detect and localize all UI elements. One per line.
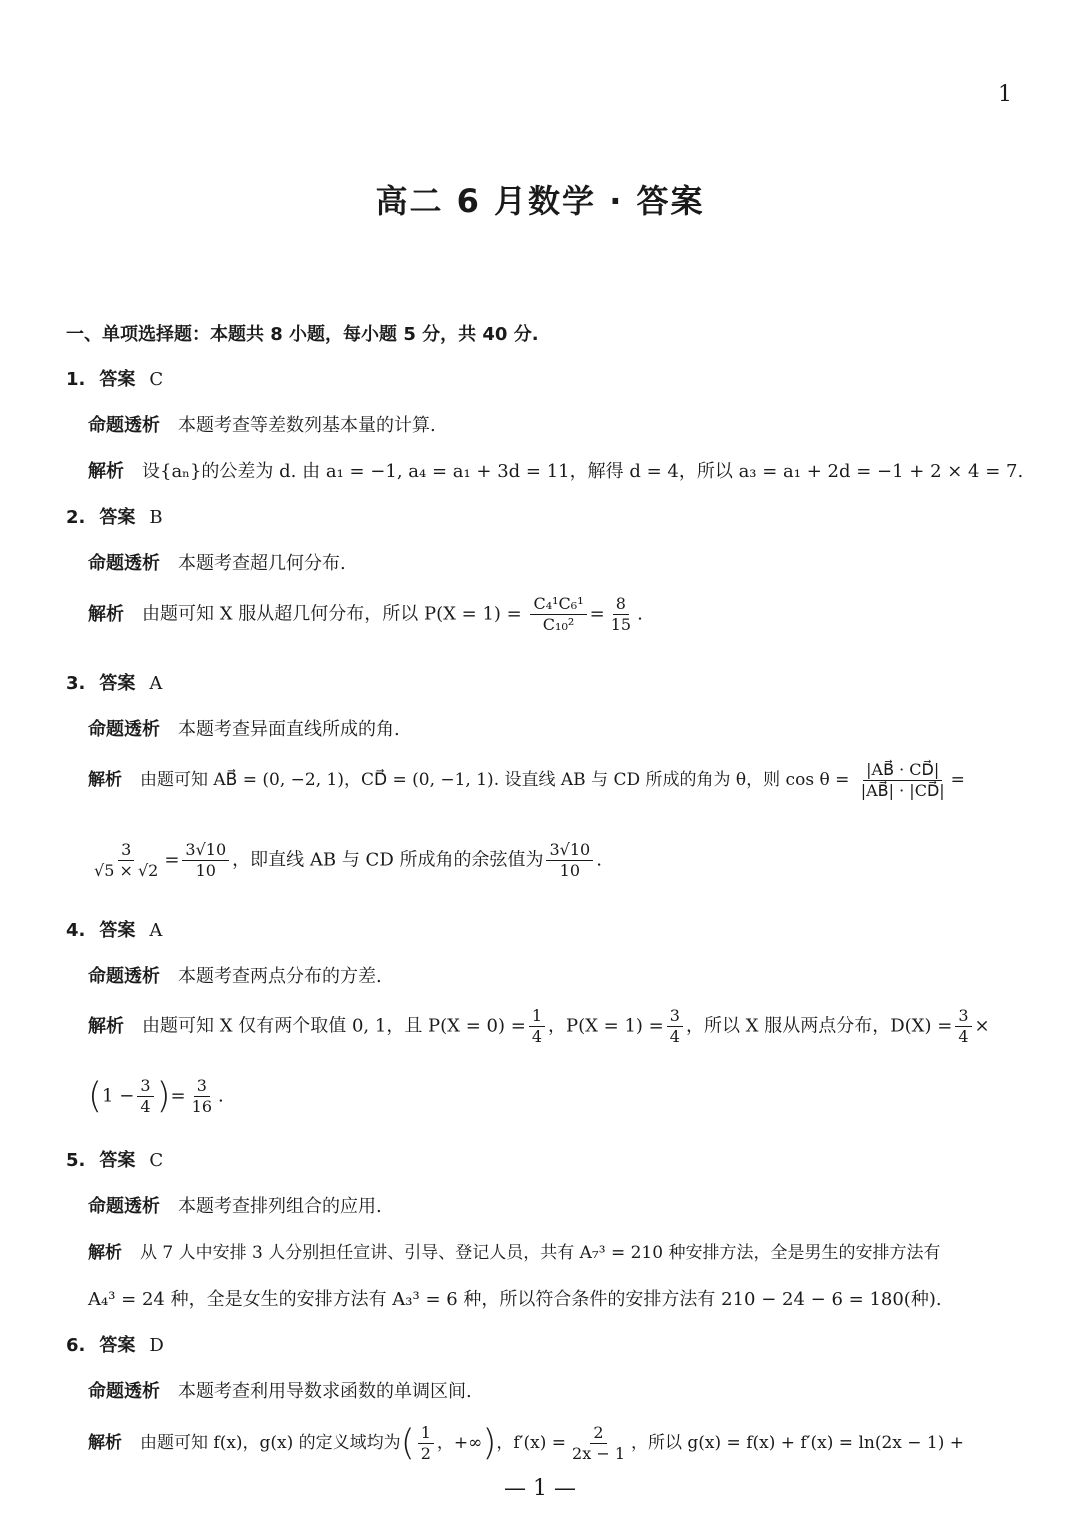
fraction-numerator: 1 [418,1423,434,1444]
q5-answer-line [66,1146,163,1172]
q4-intent: 本题考查两点分布的方差. [178,966,382,987]
equals-sign: = [950,770,965,790]
fraction-denominator: 2x − 1 [572,1444,625,1463]
fraction-numerator: 3√10 [546,840,593,861]
fraction-denominator: √5 × √2 [94,861,159,880]
q5-answer: C [149,1150,164,1171]
analysis-label: 解析 [88,461,124,482]
q3-analysis-continuation [88,840,602,881]
q3-analysis-line [88,760,965,801]
period: . [218,1085,224,1107]
q6-fraction-derivative [569,1423,628,1464]
q3-fraction-cos [858,760,948,801]
q3-fraction-simplified [182,840,229,881]
close-paren: ) [156,1075,171,1117]
q4-analysis-mid2: ，所以 X 服从两点分布，D(X) = [685,1015,953,1037]
fraction-denominator: |AB⃗| · |CD⃗| [860,781,945,800]
one-minus: 1 − [102,1085,135,1107]
fraction-denominator: 4 [531,1027,542,1046]
fraction-denominator: 15 [610,615,632,634]
period: . [596,849,602,871]
q4-intent-line [88,962,382,988]
q3-intent-line [88,715,400,741]
q6-fraction-half [418,1423,434,1464]
q2-intent-line [88,549,346,575]
q5-intent: 本题考查排列组合的应用. [178,1196,382,1217]
answer-label: 答案 [99,673,136,694]
q3-answer-line [66,669,162,695]
q2-answer: B [149,507,163,528]
q4-fraction-q [137,1076,153,1117]
q5-analysis-text-b: A₄³ = 24 种，全是女生的安排方法有 A₃³ = 6 种，所以符合条件的安排方法有 210 − 24 − 6 = 180(种). [88,1289,942,1310]
q3-answer: A [149,673,163,694]
equals-sign: = [589,603,605,625]
q5-analysis-continuation [88,1285,942,1311]
q3-number: 3. [66,673,86,694]
answer-label: 答案 [99,369,136,390]
q4-answer: A [149,920,163,941]
q2-fraction-combination [530,594,586,635]
intent-label: 命题透析 [88,966,160,987]
q6-analysis-text-b: ，所以 g(x) = f(x) + f′(x) = ln(2x − 1) + [631,1433,965,1453]
q4-analysis-line [88,1006,990,1047]
q1-analysis: 设{aₙ}的公差为 d. 由 a₁ = −1, a₄ = a₁ + 3d = 11，解得 d = 4，所以 a₃ = a₁ + 2d = −1 + 2 × 4 = 7. [142,461,1024,482]
fraction-numerator: 3 [137,1076,153,1097]
intent-label: 命题透析 [88,1196,160,1217]
fraction-numerator: 3 [194,1076,210,1097]
q6-analysis-line [88,1423,964,1464]
q6-intent-line [88,1377,472,1403]
q5-number: 5. [66,1150,86,1171]
fraction-numerator: 3 [667,1006,683,1027]
fraction-denominator: 10 [559,861,581,880]
fraction-numerator: C₄¹C₆¹ [530,594,586,615]
q1-intent: 本题考查等差数列基本量的计算. [178,415,436,436]
fraction-denominator: 4 [140,1097,151,1116]
q3-intent: 本题考查异面直线所成的角. [178,719,400,740]
q6-derivative-label: ，f′(x) = [496,1433,567,1453]
fraction-numerator: 3 [955,1006,971,1027]
q4-number: 4. [66,920,86,941]
answer-label: 答案 [99,920,136,941]
q2-analysis-line [88,594,643,635]
q1-intent-line [88,411,436,437]
q1-answer-line [66,365,163,391]
intent-label: 命题透析 [88,719,160,740]
fraction-denominator: 4 [669,1027,680,1046]
analysis-label: 解析 [88,603,124,625]
open-paren: ( [400,1422,415,1464]
q6-answer-line [66,1331,164,1357]
q2-number: 2. [66,507,86,528]
analysis-label: 解析 [88,1243,122,1263]
q4-analysis-continuation [88,1076,224,1117]
fraction-denominator: 2 [420,1444,431,1463]
q4-fraction-p [955,1006,971,1047]
q5-intent-line [88,1192,382,1218]
q4-analysis-mid1: ，P(X = 1) = [548,1015,664,1037]
q5-analysis-line [88,1238,940,1263]
q2-fraction-result [608,594,634,635]
answer-label: 答案 [99,1335,136,1356]
intent-label: 命题透析 [88,1381,160,1402]
q3-analysis-text: 由题可知 AB⃗ = (0, −2, 1)，CD⃗ = (0, −1, 1). 设直线 AB 与 CD 所成的角为 θ，则 cos θ = [140,770,850,790]
q6-intent: 本题考查利用导数求函数的单调区间. [178,1381,472,1402]
intent-label: 命题透析 [88,553,160,574]
analysis-label: 解析 [88,1015,124,1037]
q4-fraction-p1 [667,1006,683,1047]
times-sign: × [974,1015,990,1037]
fraction-numerator: 8 [613,594,629,615]
q4-analysis-text: 由题可知 X 仅有两个取值 0, 1，且 P(X = 0) = [142,1015,526,1037]
q5-analysis-text: 从 7 人中安排 3 人分别担任宣讲、引导、登记人员，共有 A₇³ = 210 种安排方法，全是男生的安排方法有 [140,1243,941,1263]
q4-fraction-result [189,1076,215,1117]
equals-sign: = [170,1085,186,1107]
fraction-numerator: 3 [118,840,134,861]
page-title: 高二 6 月数学 · 答案 [375,182,705,220]
q3-analysis-text-b: ，即直线 AB 与 CD 所成角的余弦值为 [232,849,544,871]
fraction-numerator: |AB⃗ · CD⃗| [863,760,942,781]
fraction-denominator: 16 [191,1097,212,1116]
fraction-denominator: C₁₀² [542,615,575,634]
q6-infinity: ，+∞ [436,1433,483,1453]
q2-analysis-text: 由题可知 X 服从超几何分布，所以 P(X = 1) = [142,603,522,625]
q1-answer: C [149,369,164,390]
period: . [637,603,643,625]
fraction-numerator: 1 [529,1006,545,1027]
answer-label: 答案 [99,1150,136,1171]
q4-fraction-p0 [529,1006,545,1047]
q2-answer-line [66,503,163,529]
q2-intent: 本题考查超几何分布. [178,553,346,574]
intent-label: 命题透析 [88,415,160,436]
q3-fraction-value [91,840,161,881]
open-paren: ( [88,1075,103,1117]
q1-analysis-line [88,457,1023,483]
close-paren: ) [482,1422,497,1464]
section-heading: 一、单项选择题：本题共 8 小题，每小题 5 分，共 40 分. [66,324,539,345]
analysis-label: 解析 [88,1433,122,1453]
fraction-numerator: 3√10 [182,840,229,861]
q1-number: 1. [66,369,86,390]
q6-number: 6. [66,1335,86,1356]
equals-sign: = [164,849,180,871]
answer-label: 答案 [99,507,136,528]
page-number: 1 [998,82,1012,107]
q6-analysis-text: 由题可知 f(x)，g(x) 的定义域均为 [140,1433,401,1453]
fraction-denominator: 10 [195,861,216,880]
q3-fraction-answer [546,840,593,881]
q4-answer-line [66,916,162,942]
q6-answer: D [149,1335,164,1356]
page-footer: — 1 — [504,1476,576,1501]
fraction-denominator: 4 [958,1027,969,1046]
fraction-numerator: 2 [590,1423,606,1444]
analysis-label: 解析 [88,770,122,790]
